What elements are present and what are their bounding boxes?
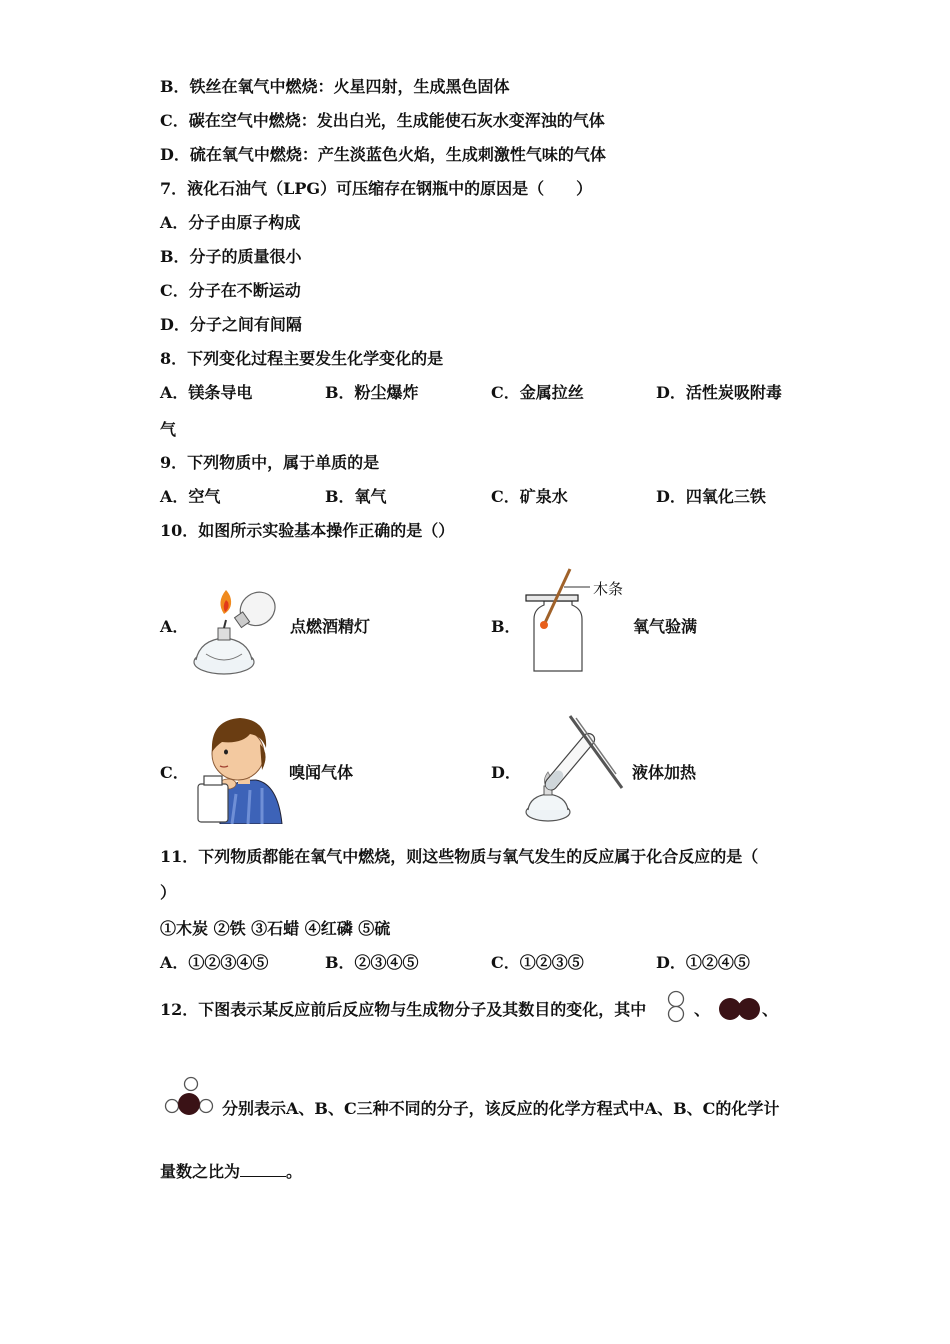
q9-option-a: A．空气 [160,487,221,506]
q8-option-a: A．镁条导电 [160,383,253,402]
molecule-b-icon [718,996,762,1022]
q7-option-d: D．分子之间有间隔 [160,315,302,334]
q12-stem-end-line [160,1162,302,1182]
q8-option-c: C．金属拉丝 [491,383,584,402]
q9-stem: 9．下列物质中，属于单质的是 [160,453,380,472]
q8-option-b: B．粉尘爆炸 [325,383,419,402]
q9-option-c: C．矿泉水 [491,487,568,506]
q8-option-d: D．活性炭吸附毒 [656,383,782,402]
q12-stem-start: 12．下图表示某反应前后反应物与生成物分子及其数目的变化，其中 [160,1000,647,1019]
q10-option-d-letter: D． [491,763,521,782]
smelling-gas-figure [192,714,287,824]
q7-option-c: C．分子在不断运动 [160,281,301,300]
q6-option-b: B．铁丝在氧气中燃烧：火星四射，生成黑色固体 [160,77,510,96]
q9-option-d: D．四氧化三铁 [656,487,766,506]
q12-answer-blank [240,1162,286,1177]
q10-option-b-caption: 氧气验满 [633,617,698,636]
q7-option-b: B．分子的质量很小 [160,247,302,266]
q7-stem: 7．液化石油气（LPG）可压缩存在钢瓶中的原因是（ ） [160,179,593,198]
q12-stem-end: 量数之比为 [160,1162,241,1181]
oxygen-full-test-figure [520,565,635,677]
q10-option-b-letter: B． [491,617,521,636]
q8-option-d-continuation: 气 [160,420,177,439]
q10-option-c-letter: C． [160,763,189,782]
q6-option-d: D．硫在氧气中燃烧：产生淡蓝色火焰，生成刺激性气味的气体 [160,145,606,164]
liquid-heating-figure [518,714,628,826]
q11-stem: 11．下列物质都能在氧气中燃烧，则这些物质与氧气发生的反应属于化合反应的是（ [160,847,759,866]
q11-items: ①木炭 ②铁 ③石蜡 ④红磷 ⑤硫 [160,919,391,938]
q7-option-a: A．分子由原子构成 [160,213,301,232]
q11-stem-continuation: ） [160,883,177,902]
wooden-stick-label: 木条 [593,580,624,598]
q11-option-a: A．①②③④⑤ [160,953,269,972]
q12-stem-period: 。 [286,1162,303,1181]
q8-stem: 8．下列变化过程主要发生化学变化的是 [160,349,444,368]
q12-stem-middle: 分别表示A、B、C三种不同的分子，该反应的化学方程式中A、B、C的化学计 [222,1099,780,1118]
q10-option-c-caption: 嗅闻气体 [289,763,354,782]
q12-separator-1: 、 [694,1000,711,1019]
q11-option-d: D．①②④⑤ [656,953,750,972]
q6-option-c: C．碳在空气中燃烧：发出白光，生成能使石灰水变浑浊的气体 [160,111,605,130]
q10-option-d-caption: 液体加热 [632,763,697,782]
q10-stem: 10．如图所示实验基本操作正确的是（） [160,521,455,540]
molecule-c-icon [163,1076,215,1116]
q10-option-a-caption: 点燃酒精灯 [290,617,371,636]
q12-separator-2: 、 [762,1000,779,1019]
alcohol-lamp-lighting-figure [186,570,286,680]
molecule-a-icon [665,990,687,1024]
q11-option-b: B．②③④⑤ [325,953,419,972]
q9-option-b: B．氧气 [325,487,387,506]
q10-option-a-letter: A． [160,617,189,636]
q11-option-c: C．①②③⑤ [491,953,584,972]
